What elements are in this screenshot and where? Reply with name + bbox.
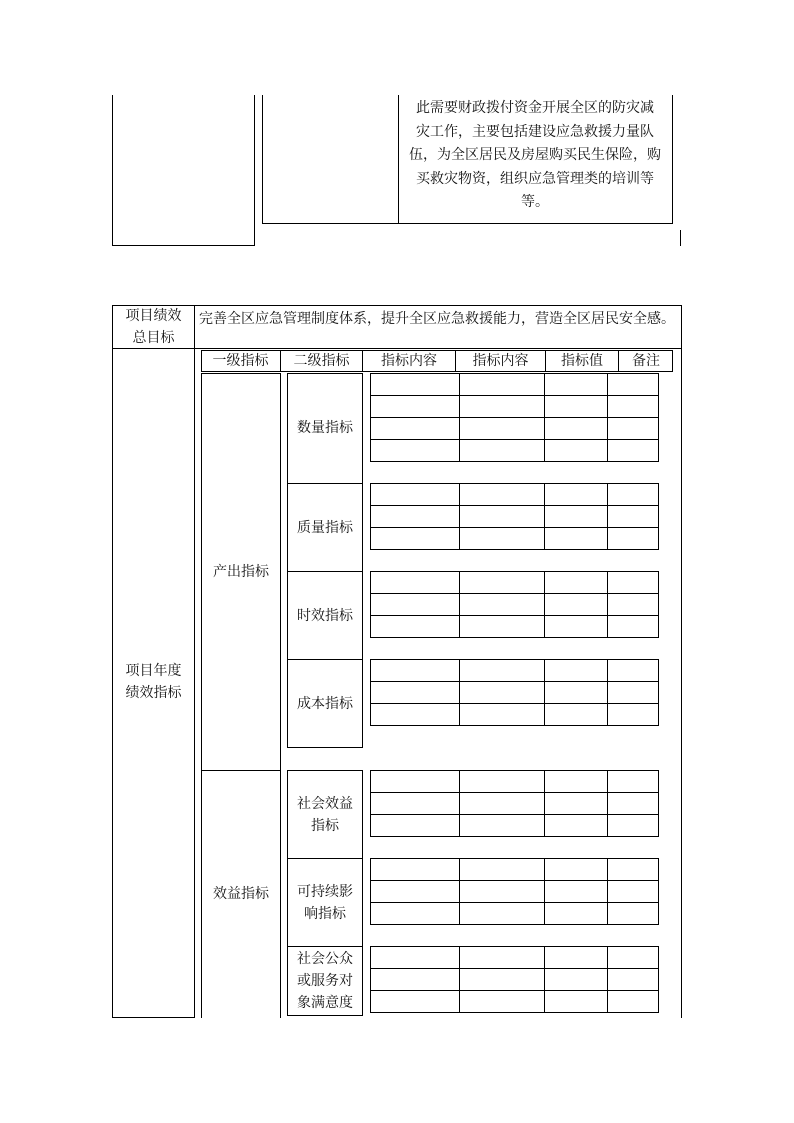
level1-benefit-label: 效益指标 (213, 886, 269, 902)
project-description-line: 买救灾物资，组织应急管理类的培训等 (416, 170, 654, 187)
level2-label-line: 指标 (311, 818, 339, 834)
indicator-cell[interactable] (370, 814, 460, 837)
indicator-cell[interactable] (459, 373, 545, 396)
indicator-cell[interactable] (607, 902, 659, 925)
level2-label-line: 象满意度 (297, 995, 353, 1011)
indicator-cell[interactable] (370, 681, 460, 704)
indicator-cell[interactable] (607, 373, 659, 396)
level2-label-line: 可持续影 (297, 884, 353, 900)
indicator-cell[interactable] (370, 792, 460, 815)
indicator-cell[interactable] (459, 990, 545, 1013)
indicator-cell[interactable] (607, 858, 659, 881)
level2-label-line: 数量指标 (297, 420, 353, 436)
project-description-line: 此需要财政拨付资金开展全区的防灾减 (416, 100, 654, 116)
indicator-cell[interactable] (544, 880, 608, 903)
indicator-cell[interactable] (607, 968, 659, 991)
indicator-cell[interactable] (607, 681, 659, 704)
indicator-cell[interactable] (607, 571, 659, 594)
indicator-cell[interactable] (370, 571, 460, 594)
goal-label-line: 项目绩效 (125, 308, 182, 324)
indicator-cell[interactable] (370, 439, 460, 462)
project-description-line: 伍，为全区居民及房屋购买民生保险，购 (409, 147, 661, 163)
annual-label-line: 绩效指标 (125, 685, 182, 701)
indicator-cell[interactable] (370, 770, 460, 793)
indicator-cell[interactable] (370, 527, 460, 550)
indicator-cell[interactable] (459, 770, 545, 793)
indicator-cell[interactable] (459, 659, 545, 682)
indicator-cell[interactable] (607, 703, 659, 726)
indicator-cell[interactable] (370, 858, 460, 881)
indicator-cell[interactable] (459, 527, 545, 550)
indicator-cell[interactable] (459, 615, 545, 638)
indicator-cell[interactable] (370, 990, 460, 1013)
header-content: 指标内容 (381, 353, 437, 369)
indicator-cell[interactable] (544, 968, 608, 991)
indicator-cell[interactable] (459, 505, 545, 528)
header-content: 指标内容 (472, 353, 529, 369)
indicator-cell[interactable] (544, 527, 608, 550)
level2-social-benefit-label (287, 793, 363, 837)
indicator-cell[interactable] (544, 505, 608, 528)
top-mid-cell-border-left (262, 95, 263, 224)
top-mid-cell-divider (398, 95, 399, 224)
indicator-cell[interactable] (544, 946, 608, 969)
level2-label-line: 社会效益 (297, 796, 353, 812)
level2-label-line: 质量指标 (297, 520, 353, 536)
indicator-cell[interactable] (544, 902, 608, 925)
level2-satisfaction-label (287, 948, 363, 1014)
indicator-cell[interactable] (370, 946, 460, 969)
indicator-cell[interactable] (544, 571, 608, 594)
indicator-cell[interactable] (459, 814, 545, 837)
indicator-cell[interactable] (370, 902, 460, 925)
indicator-cell[interactable] (544, 593, 608, 616)
indicator-cell[interactable] (544, 792, 608, 815)
indicator-cell[interactable] (370, 373, 460, 396)
annual-label-line: 项目年度 (125, 663, 182, 679)
goal-row-bottom (112, 348, 682, 349)
indicator-cell[interactable] (607, 417, 659, 440)
indicator-cell[interactable] (459, 593, 545, 616)
annual-indicators-label (113, 660, 194, 704)
indicator-cell[interactable] (459, 968, 545, 991)
goal-label-line: 总目标 (132, 330, 175, 346)
level2-label-line: 响指标 (304, 906, 346, 922)
indicator-cell[interactable] (370, 880, 460, 903)
indicator-cell[interactable] (459, 703, 545, 726)
indicator-cell[interactable] (544, 990, 608, 1013)
project-description-line: 灾工作，主要包括建设应急救援力量队 (416, 123, 654, 140)
indicator-cell[interactable] (607, 880, 659, 903)
indicator-cell[interactable] (544, 770, 608, 793)
indicator-cell[interactable] (459, 417, 545, 440)
header-value: 指标值 (561, 353, 603, 369)
indicator-cell[interactable] (370, 483, 460, 506)
indicator-cell[interactable] (607, 483, 659, 506)
top-left-cell-border-bottom (112, 245, 255, 246)
header-remark: 备注 (632, 353, 660, 369)
indicator-cell[interactable] (607, 439, 659, 462)
indicator-cell[interactable] (459, 681, 545, 704)
indicator-cell[interactable] (544, 483, 608, 506)
top-outer-border-right (680, 230, 681, 246)
goal-row-divider (194, 305, 195, 1018)
indicator-cell[interactable] (544, 395, 608, 418)
indicator-cell[interactable] (370, 968, 460, 991)
level2-cost-label (287, 693, 363, 715)
indicator-cell[interactable] (459, 439, 545, 462)
indicator-cell[interactable] (607, 990, 659, 1013)
indicator-cell[interactable] (544, 814, 608, 837)
indicator-cell[interactable] (459, 792, 545, 815)
indicator-cell[interactable] (544, 703, 608, 726)
indicator-cell[interactable] (459, 395, 545, 418)
indicator-cell[interactable] (459, 946, 545, 969)
indicator-cell[interactable] (607, 770, 659, 793)
indicator-cell[interactable] (370, 615, 460, 638)
header-level2: 二级指标 (293, 353, 350, 369)
top-left-cell-border-right (254, 95, 255, 246)
indicator-cell[interactable] (370, 417, 460, 440)
top-left-cell-border-left (112, 95, 113, 246)
indicator-cell[interactable] (607, 814, 659, 837)
indicator-cell[interactable] (370, 703, 460, 726)
level2-label-line: 时效指标 (297, 608, 353, 624)
level2-sustainability-label (287, 881, 363, 925)
indicator-cell[interactable] (544, 615, 608, 638)
indicator-cell[interactable] (544, 417, 608, 440)
indicator-cell[interactable] (607, 505, 659, 528)
indicator-cell[interactable] (607, 593, 659, 616)
level2-timeliness-label (287, 605, 363, 627)
level2-quality-label (287, 517, 363, 539)
indicator-cell[interactable] (544, 659, 608, 682)
indicator-cell[interactable] (459, 902, 545, 925)
indicator-cell[interactable] (607, 395, 659, 418)
goal-text: 完善全区应急管理制度体系，提升全区应急救援能力，营造全区居民安全感。 (199, 311, 675, 327)
indicator-cell[interactable] (459, 483, 545, 506)
goal-label (113, 305, 194, 349)
indicator-cell[interactable] (544, 681, 608, 704)
indicator-cell[interactable] (370, 659, 460, 682)
indicator-cell[interactable] (607, 659, 659, 682)
top-right-cell-border-right (672, 95, 673, 224)
indicator-cell[interactable] (370, 593, 460, 616)
table-bottom-left (112, 1017, 195, 1018)
indicator-cell[interactable] (370, 505, 460, 528)
level2-label-line: 社会公众 (297, 951, 353, 967)
indicator-cell[interactable] (459, 858, 545, 881)
level2-quantity-label (287, 417, 363, 439)
indicator-cell[interactable] (607, 615, 659, 638)
indicator-cell[interactable] (544, 373, 608, 396)
indicator-cell[interactable] (607, 792, 659, 815)
level1-output-label: 产出指标 (213, 564, 269, 580)
indicator-cell[interactable] (607, 527, 659, 550)
top-mid-cell-border-bottom (262, 223, 673, 224)
header-level1: 一级指标 (212, 353, 269, 369)
indicator-cell[interactable] (459, 880, 545, 903)
level2-label-line: 或服务对 (297, 973, 353, 989)
indicator-cell[interactable] (544, 439, 608, 462)
level2-label-line: 成本指标 (297, 696, 353, 712)
project-description (400, 97, 670, 215)
indicator-cell[interactable] (607, 946, 659, 969)
indicator-cell[interactable] (370, 395, 460, 418)
indicator-cell[interactable] (459, 571, 545, 594)
project-description-line: 等。 (521, 194, 549, 210)
indicator-cell[interactable] (544, 858, 608, 881)
